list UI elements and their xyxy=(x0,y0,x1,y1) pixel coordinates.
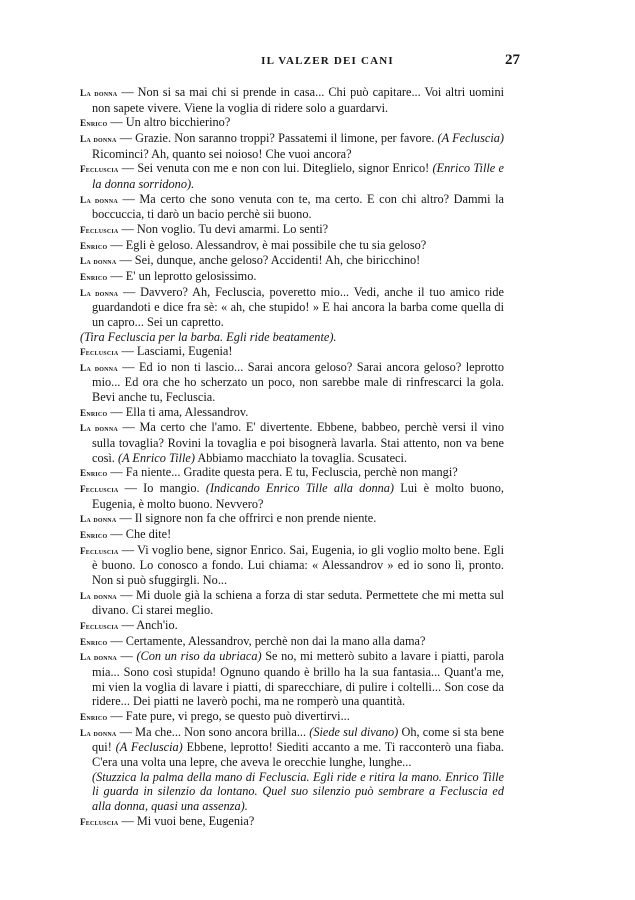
speaker-name: La donna xyxy=(80,652,117,663)
speech-text: — Non si sa mai chi si prende in casa... Chi può capitare... Voi altri uomini non sapete vivere. Viene la voglia di ridere solo a guardarvi. xyxy=(92,85,505,115)
dialogue-line xyxy=(80,192,504,222)
dialogue-line xyxy=(80,481,504,511)
speaker-name: La donna xyxy=(80,514,117,525)
dialogue-line xyxy=(80,511,504,527)
dialogue-line xyxy=(80,634,504,650)
stage-direction xyxy=(80,330,504,345)
speech-text: — Fate pure, vi prego, se questo può divertirvi... xyxy=(110,708,350,723)
page-number: 27 xyxy=(505,52,520,68)
speaker-name: La donna xyxy=(80,133,117,144)
speaker-name: La donna xyxy=(80,423,118,434)
dialogue-line xyxy=(80,543,504,588)
speaker-name: Fecluscia xyxy=(80,620,119,631)
speaker-name: Enrico xyxy=(80,468,108,479)
dialogue-line xyxy=(80,618,504,634)
stage-note: (A Fecluscia) xyxy=(437,130,504,145)
speech-text: — Vi voglio bene, signor Enrico. Sai, Eugenia, io gli voglio molto bene. Egli è buono. Lo conosco a fondo. Lui chiama: « Alessandrov » ed io sono lì, pronto. Non si può sfuggirgli. No... xyxy=(92,542,504,587)
speech-text: — Ed io non ti lascio... Sarai ancora geloso? Sarai ancora geloso? leprotto mio... Ed ora che ho scherzato un poco, non sarebbe male di rinfrescarci la gola. Bevi anche tu, Fecluscia. xyxy=(92,359,504,405)
speech-text: Ebbene, leprotto! Siediti accanto a me. Ti racconterò una fiaba. C'era una volta una lepre, che aveva le orecchie lunghe, lunghe... xyxy=(92,740,505,769)
speech-text: — Anch'io. xyxy=(121,617,178,632)
speech-text: — Ella ti ama, Alessandrov. xyxy=(110,404,249,419)
stage-note: (A Enrico Tille) xyxy=(117,450,195,465)
speaker-name: La donna xyxy=(80,194,118,205)
dialogue-line xyxy=(80,814,504,830)
speaker-name: Enrico xyxy=(80,271,108,282)
speaker-name: Fecluscia xyxy=(80,484,119,495)
speech-text: — Non voglio. Tu devi amarmi. Lo senti? xyxy=(121,221,329,236)
speech-text: — Un altro bicchierino? xyxy=(110,115,231,130)
dialogue-line xyxy=(80,420,504,465)
dialogue-line xyxy=(80,285,504,330)
dialogue-line xyxy=(80,161,504,191)
speech-text: — Mi vuoi bene, Eugenia? xyxy=(121,813,255,828)
dialogue-line xyxy=(80,360,504,405)
speech-text: — Ma certo che l'amo. E' divertente. Ebbene, babbeo, perchè versi il vino sulla tovaglia? Rovini la tovaglia e poi bisognerà lavarla. Stai attento, non va bene così. xyxy=(92,420,504,465)
stage-note: (Con un riso da ubriaca) xyxy=(136,649,262,664)
dialogue-line xyxy=(80,465,504,481)
speech-text: — E' un leprotto gelosissimo. xyxy=(110,268,257,283)
speech-text: — Mi duole già la schiena a forza di star seduta. Permettete che mi metta sul divano. Ci starei meglio. xyxy=(92,587,504,618)
stage-note: (Tira Fecluscia per la barba. Egli ride beatamente). xyxy=(80,329,337,344)
speaker-name: La donna xyxy=(80,88,118,98)
speech-text: Se no, mi metterò subito a lavare i piatti, parola mia... Sono così stupida! Ognuno quando è brillo ha la sua fantasia... Quant'a me, mi vien la voglia di lavare i piatti, di sparecchiare, di pulire i coltelli... Son cose da ridere... Dei piatti ne laverò pochi, ma ne romperò una quantità. xyxy=(92,649,504,709)
stage-note: (Siede sul divano) xyxy=(309,724,399,739)
stage-note: (A Fecluscia) xyxy=(115,740,183,755)
speaker-name: La donna xyxy=(80,590,117,601)
speech-text: — Io mangio. xyxy=(124,481,206,496)
dialogue-line xyxy=(80,649,504,709)
dialogue-line xyxy=(80,269,504,285)
speech-text: — Il signore non fa che offrirci e non prende niente. xyxy=(119,511,377,526)
speech-text: — Ma certo che sono venuta con te, ma certo. E con chi altro? Dammi la boccuccia, ti darò un bacio perchè sii buono. xyxy=(92,191,505,222)
dialogue-line xyxy=(80,709,504,725)
dialogue-line xyxy=(80,725,504,770)
speaker-name: Fecluscia xyxy=(80,224,119,235)
stage-note: (Indicando Enrico Tille alla donna) xyxy=(205,481,395,496)
page-header xyxy=(80,52,520,69)
speech-text: Lui è molto buono, Eugenia, è molto buono. Nevvero? xyxy=(92,481,504,511)
dialogue-line xyxy=(80,85,504,115)
speech-text: Abbiamo macchiato la tovaglia. Scusateci. xyxy=(194,450,407,465)
speech-text: — Lasciami, Eugenia! xyxy=(121,344,233,359)
speech-text: — xyxy=(120,649,137,664)
stage-direction xyxy=(80,770,504,814)
speaker-name: Fecluscia xyxy=(80,164,119,175)
speaker-name: Enrico xyxy=(80,636,108,647)
speaker-name: Enrico xyxy=(80,530,108,541)
speech-text: — Davvero? Ah, Fecluscia, poveretto mio... Vedi, anche il tuo amico ride guardandoti e dice fra sè: « ah, che stupido! » E hai ancora la barba come quella di un capro... Sei un capretto. xyxy=(92,284,504,329)
speaker-name: Fecluscia xyxy=(80,545,119,556)
speech-text: — Sei, dunque, anche geloso? Accidenti! Ah, che biricchino! xyxy=(119,253,421,268)
speaker-name: La donna xyxy=(80,256,117,267)
speech-text: — Grazie. Non saranno troppi? Passatemi il limone, per favore. xyxy=(119,130,438,145)
running-title: IL VALZER DEI CANI xyxy=(261,55,394,67)
speech-text: — Ma che... Non sono ancora brilla... xyxy=(119,724,310,739)
speech-text: Ricominci? Ah, quanto sei noioso! Che vuoi ancora? xyxy=(92,146,352,161)
stage-note: (Enrico Tille e la donna sorridono). xyxy=(92,161,504,191)
speaker-name: La donna xyxy=(80,287,119,298)
speaker-name: Enrico xyxy=(80,407,108,418)
speaker-name: La donna xyxy=(80,727,117,738)
speaker-name: La donna xyxy=(80,362,118,373)
speech-text: — Sei venuta con me e non con lui. Diteglielo, signor Enrico! xyxy=(121,161,433,176)
dialogue-line xyxy=(80,527,504,543)
dialogue-line xyxy=(80,222,504,238)
dialogue-line xyxy=(80,115,504,131)
dialogue-line xyxy=(80,253,504,269)
speech-text: — Certamente, Alessandrov, perchè non dai la mano alla dama? xyxy=(110,633,426,648)
speaker-name: Fecluscia xyxy=(80,347,119,358)
speech-text: Oh, come si sta bene qui! xyxy=(92,724,505,755)
dialogue-line xyxy=(80,344,504,360)
dialogue-line xyxy=(80,405,504,421)
stage-note: (Stuzzica la palma della mano di Fecluscia. Egli ride e ritira la mano. Enrico Tille li guarda in silenzio da lontano. Quel suo silenzio può sembrare a Fecluscia ed alla donna, quasi una assenza). xyxy=(92,769,504,813)
dialogue-line xyxy=(80,238,504,254)
dialogue-line xyxy=(80,588,504,618)
dialogue-body xyxy=(80,85,504,829)
speaker-name: Enrico xyxy=(80,118,108,129)
dialogue-line xyxy=(80,131,504,161)
speech-text: — Fa niente... Gradite questa pera. E tu, Fecluscia, perchè non mangi? xyxy=(110,465,458,480)
speaker-name: Enrico xyxy=(80,240,108,251)
speech-text: — Che dite! xyxy=(110,527,172,542)
speaker-name: Enrico xyxy=(80,711,108,722)
speaker-name: Fecluscia xyxy=(80,816,119,827)
speech-text: — Egli è geloso. Alessandrov, è mai possibile che tu sia geloso? xyxy=(110,237,427,252)
